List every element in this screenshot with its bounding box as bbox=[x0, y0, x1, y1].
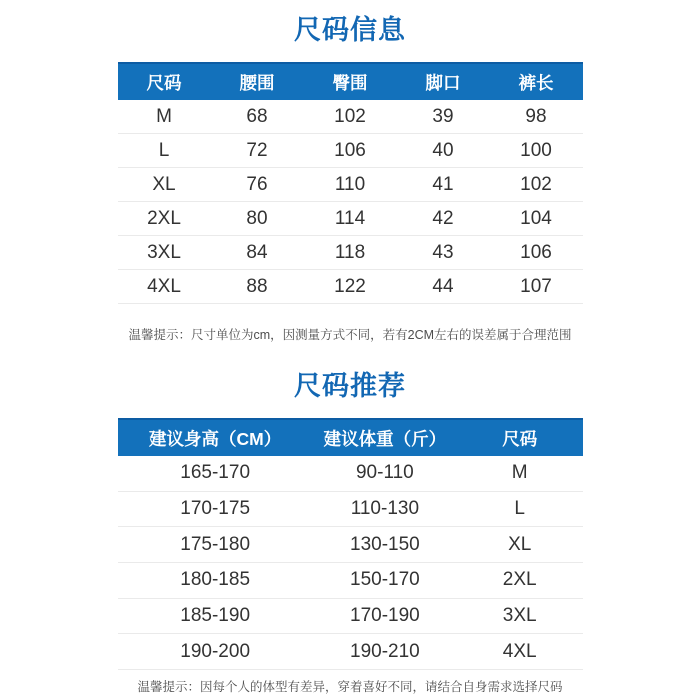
table-cell: M bbox=[511, 462, 528, 484]
table-cell: M bbox=[156, 105, 172, 127]
table-cell: 106 bbox=[520, 241, 552, 263]
table-row bbox=[118, 202, 583, 236]
size-info-note: 温馨提示：尺寸单位为cm，因测量方式不同，若有2CM左右的误差属于合理范围 bbox=[128, 328, 572, 342]
table-row bbox=[118, 599, 583, 635]
table-row bbox=[118, 134, 583, 168]
size-recommend-table bbox=[118, 418, 583, 670]
size-info-title: 尺码信息 bbox=[294, 15, 406, 45]
table-cell: 4XL bbox=[147, 275, 181, 297]
table-cell: 80 bbox=[246, 207, 268, 229]
table-cell: 72 bbox=[246, 139, 268, 161]
column-header: 建议身高（CM） bbox=[149, 428, 282, 449]
table-cell: 104 bbox=[520, 207, 552, 229]
table-cell: 3XL bbox=[147, 241, 181, 263]
table-cell: 170-190 bbox=[350, 605, 420, 627]
table-cell: 118 bbox=[334, 241, 366, 263]
table-cell: 150-170 bbox=[350, 569, 420, 591]
table-cell: 110 bbox=[334, 173, 366, 195]
table-row bbox=[118, 634, 583, 670]
size-info-table bbox=[118, 62, 583, 304]
table-cell: XL bbox=[508, 533, 532, 555]
table-row bbox=[118, 168, 583, 202]
column-header: 尺码 bbox=[146, 72, 182, 93]
table-cell: 102 bbox=[334, 105, 366, 127]
table-header-row bbox=[118, 418, 583, 456]
table-row bbox=[118, 527, 583, 563]
table-cell: 76 bbox=[246, 173, 268, 195]
table-header-row bbox=[118, 62, 583, 100]
column-header: 脚口 bbox=[425, 72, 461, 93]
table-cell: 39 bbox=[432, 105, 454, 127]
table-cell: 122 bbox=[334, 275, 366, 297]
table-cell: 130-150 bbox=[350, 533, 420, 555]
table-cell: 4XL bbox=[502, 640, 537, 662]
table-cell: 170-175 bbox=[180, 498, 251, 520]
table-row bbox=[118, 563, 583, 599]
column-header: 尺码 bbox=[502, 428, 538, 449]
table-cell: 107 bbox=[520, 275, 552, 297]
table-cell: 44 bbox=[432, 275, 454, 297]
table-row bbox=[118, 492, 583, 528]
table-cell: 100 bbox=[520, 139, 552, 161]
table-cell: 88 bbox=[246, 275, 268, 297]
table-cell: XL bbox=[152, 173, 176, 195]
column-header: 裤长 bbox=[518, 72, 554, 93]
size-recommend-note: 温馨提示：因每个人的体型有差异，穿着喜好不同，请结合自身需求选择尺码 bbox=[137, 680, 563, 695]
table-cell: 175-180 bbox=[180, 533, 251, 555]
table-cell: 180-185 bbox=[180, 569, 251, 591]
table-row bbox=[118, 100, 583, 134]
table-cell: 42 bbox=[432, 207, 454, 229]
table-cell: 84 bbox=[246, 241, 268, 263]
table-cell: 2XL bbox=[147, 207, 181, 229]
table-row bbox=[118, 236, 583, 270]
table-cell: 102 bbox=[520, 173, 552, 195]
table-cell: 41 bbox=[432, 173, 454, 195]
table-cell: L bbox=[514, 498, 525, 520]
table-cell: 3XL bbox=[502, 605, 537, 627]
table-cell: 190-200 bbox=[180, 640, 251, 662]
table-cell: 2XL bbox=[502, 569, 537, 591]
table-cell: 110-130 bbox=[350, 498, 420, 520]
table-cell: 43 bbox=[432, 241, 454, 263]
table-cell: 68 bbox=[246, 105, 268, 127]
table-cell: 40 bbox=[432, 139, 454, 161]
table-cell: 106 bbox=[334, 139, 366, 161]
table-cell: 165-170 bbox=[180, 462, 251, 484]
table-cell: 98 bbox=[525, 105, 547, 127]
table-row bbox=[118, 456, 583, 492]
column-header: 臀围 bbox=[332, 72, 368, 93]
table-cell: 190-210 bbox=[350, 640, 420, 662]
table-row bbox=[118, 270, 583, 304]
column-header: 建议体重（斤） bbox=[323, 428, 447, 449]
column-header: 腰围 bbox=[239, 72, 275, 93]
table-cell: 90-110 bbox=[355, 462, 414, 484]
table-cell: 114 bbox=[334, 207, 366, 229]
size-recommend-title: 尺码推荐 bbox=[294, 371, 406, 401]
table-cell: L bbox=[158, 139, 170, 161]
table-cell: 185-190 bbox=[180, 605, 251, 627]
